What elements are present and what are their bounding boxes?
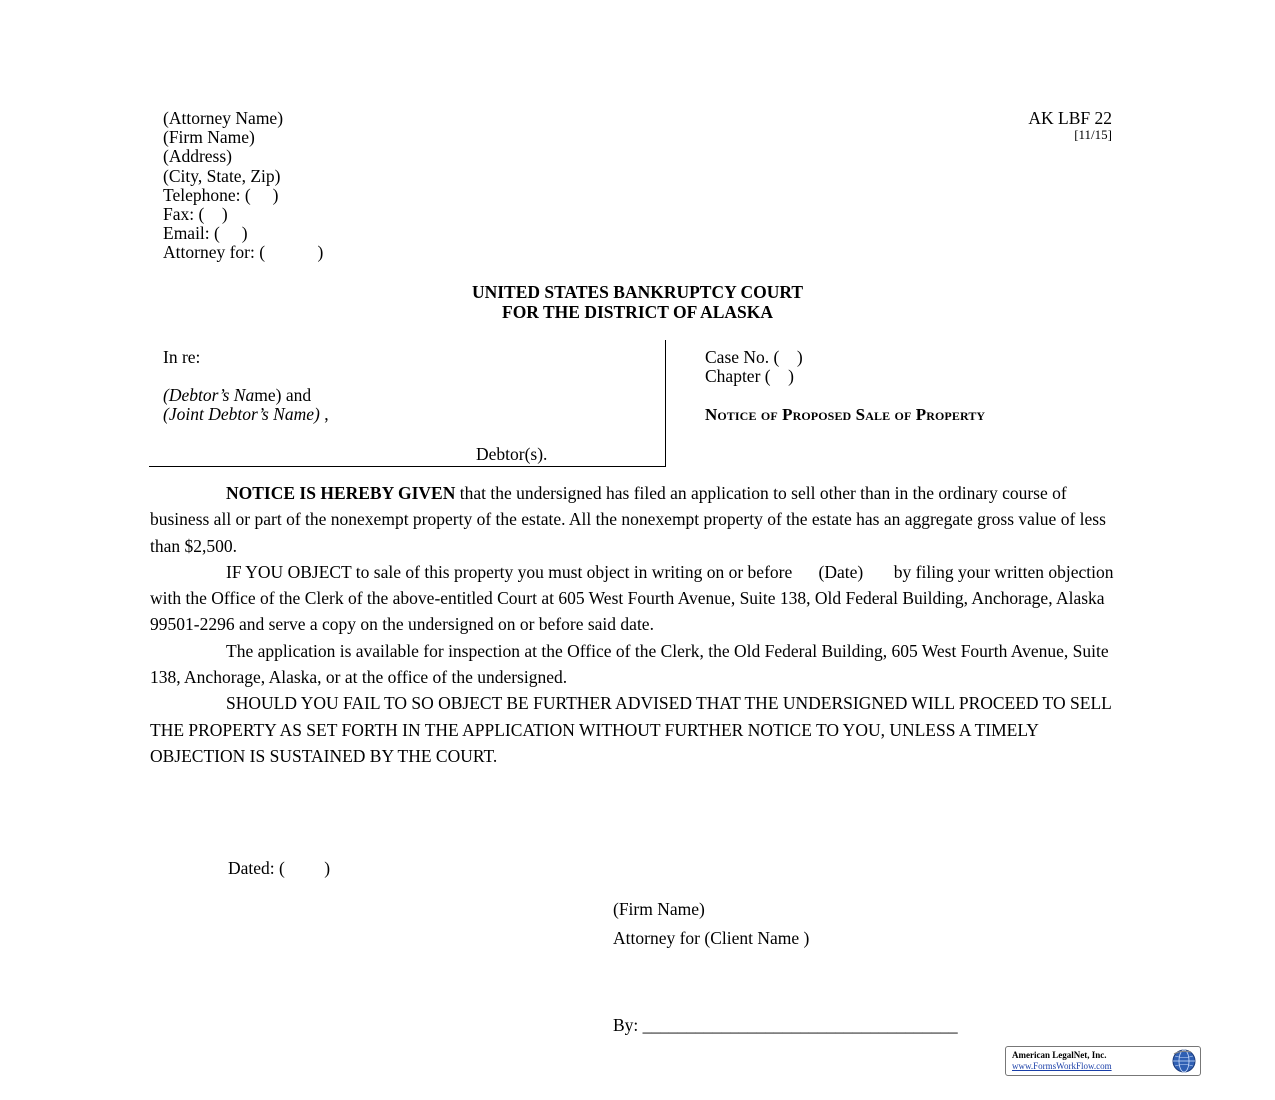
caption-divider-rule	[665, 340, 666, 467]
signature-attorney-for: Attorney for (Client Name )	[613, 928, 810, 948]
court-heading	[0, 282, 1275, 322]
court-name: UNITED STATES BANKRUPTCY COURT	[471, 282, 804, 302]
debtor-name-line	[163, 386, 329, 405]
debtors-label: Debtor(s).	[476, 444, 548, 464]
fax-line: Fax: ( )	[163, 204, 228, 225]
american-legalnet-logo[interactable]	[1005, 1046, 1201, 1076]
form-revision: [11/15]	[1074, 127, 1112, 142]
notice-body	[150, 480, 1122, 769]
chapter-number: Chapter ( )	[705, 366, 794, 387]
in-re-label: In re:	[163, 347, 201, 367]
paragraph-warning: SHOULD YOU FAIL TO SO OBJECT BE FURTHER ADVISED THAT THE UNDERSIGNED WILL PROCEED TO SELL THE PROPERTY AS SET FORTH IN THE APPLICATION WITHOUT FURTHER NOTICE TO YOU, UNLESS A TIMELY OBJECTION IS SUSTAINED BY THE COURT.	[150, 693, 1112, 766]
form-code: AK LBF 22	[1028, 108, 1112, 128]
telephone-line: Telephone: ( )	[163, 184, 279, 205]
city-state-zip-line: (City, State, Zip)	[163, 165, 281, 186]
globe-icon	[1171, 1048, 1197, 1074]
notice-title: Notice of Proposed Sale of Property	[705, 405, 986, 424]
attorney-for-line: Attorney for: ( )	[163, 242, 324, 263]
address-line: (Address)	[163, 146, 233, 167]
form-identifier	[1028, 109, 1112, 142]
attorney-name-line: (Attorney Name)	[163, 108, 284, 128]
paragraph-inspection: The application is available for inspection at the Office of the Clerk, the Old Federal Building, 605 West Fourth Avenue, Suite 138, Anchorage, Alaska, or at the office of the undersigned.	[150, 640, 1109, 688]
joint-debtor-name: (Joint Debtor’s Name)	[163, 404, 320, 425]
dated-line: Dated: ( )	[228, 858, 331, 878]
firm-name-line: (Firm Name)	[163, 127, 255, 148]
caption-bottom-rule	[149, 466, 666, 467]
logo-company-name: American LegalNet, Inc.	[1012, 1050, 1107, 1060]
paragraph-notice-given	[150, 480, 1122, 559]
logo-url-link[interactable]: www.FormsWorkFlow.com	[1012, 1061, 1112, 1071]
notice-given-bold: NOTICE IS HEREBY GIVEN	[226, 483, 456, 503]
case-caption-parties	[163, 348, 329, 425]
paragraph-objection: IF YOU OBJECT to sale of this property you must object in writing on or before (Date) by filing your written objection with the Office of the Clerk of the above-entitled Court at 605 West Fourth Avenue, Suite 138, Old Federal Building, Anchorage, Alaska 99501-2296 and serve a copy on the undersigned on or before said date.	[150, 561, 1118, 635]
joint-debtor-suffix: ,	[319, 404, 329, 425]
notice-given-text: that the undersigned has filed an application to sell other than in the ordinary course of business all or part of the nonexempt property of the estate. All the nonexempt property of the estate has an aggregate gross value of less than $2,500.	[150, 483, 1106, 556]
signature-by-line: By: ____________________________________	[613, 1015, 958, 1035]
case-caption-details	[705, 348, 803, 386]
joint-debtor-line	[163, 405, 329, 424]
signature-firm-name: (Firm Name)	[613, 899, 705, 919]
court-district: FOR THE DISTRICT OF ALASKA	[502, 302, 773, 322]
debtor-name-rest: me) and	[254, 385, 312, 406]
case-number: Case No. ( )	[705, 347, 803, 367]
attorney-info-block	[163, 109, 323, 263]
email-line: Email: ( )	[163, 223, 248, 244]
debtor-name-italic: (Debtor’s Na	[163, 385, 255, 406]
